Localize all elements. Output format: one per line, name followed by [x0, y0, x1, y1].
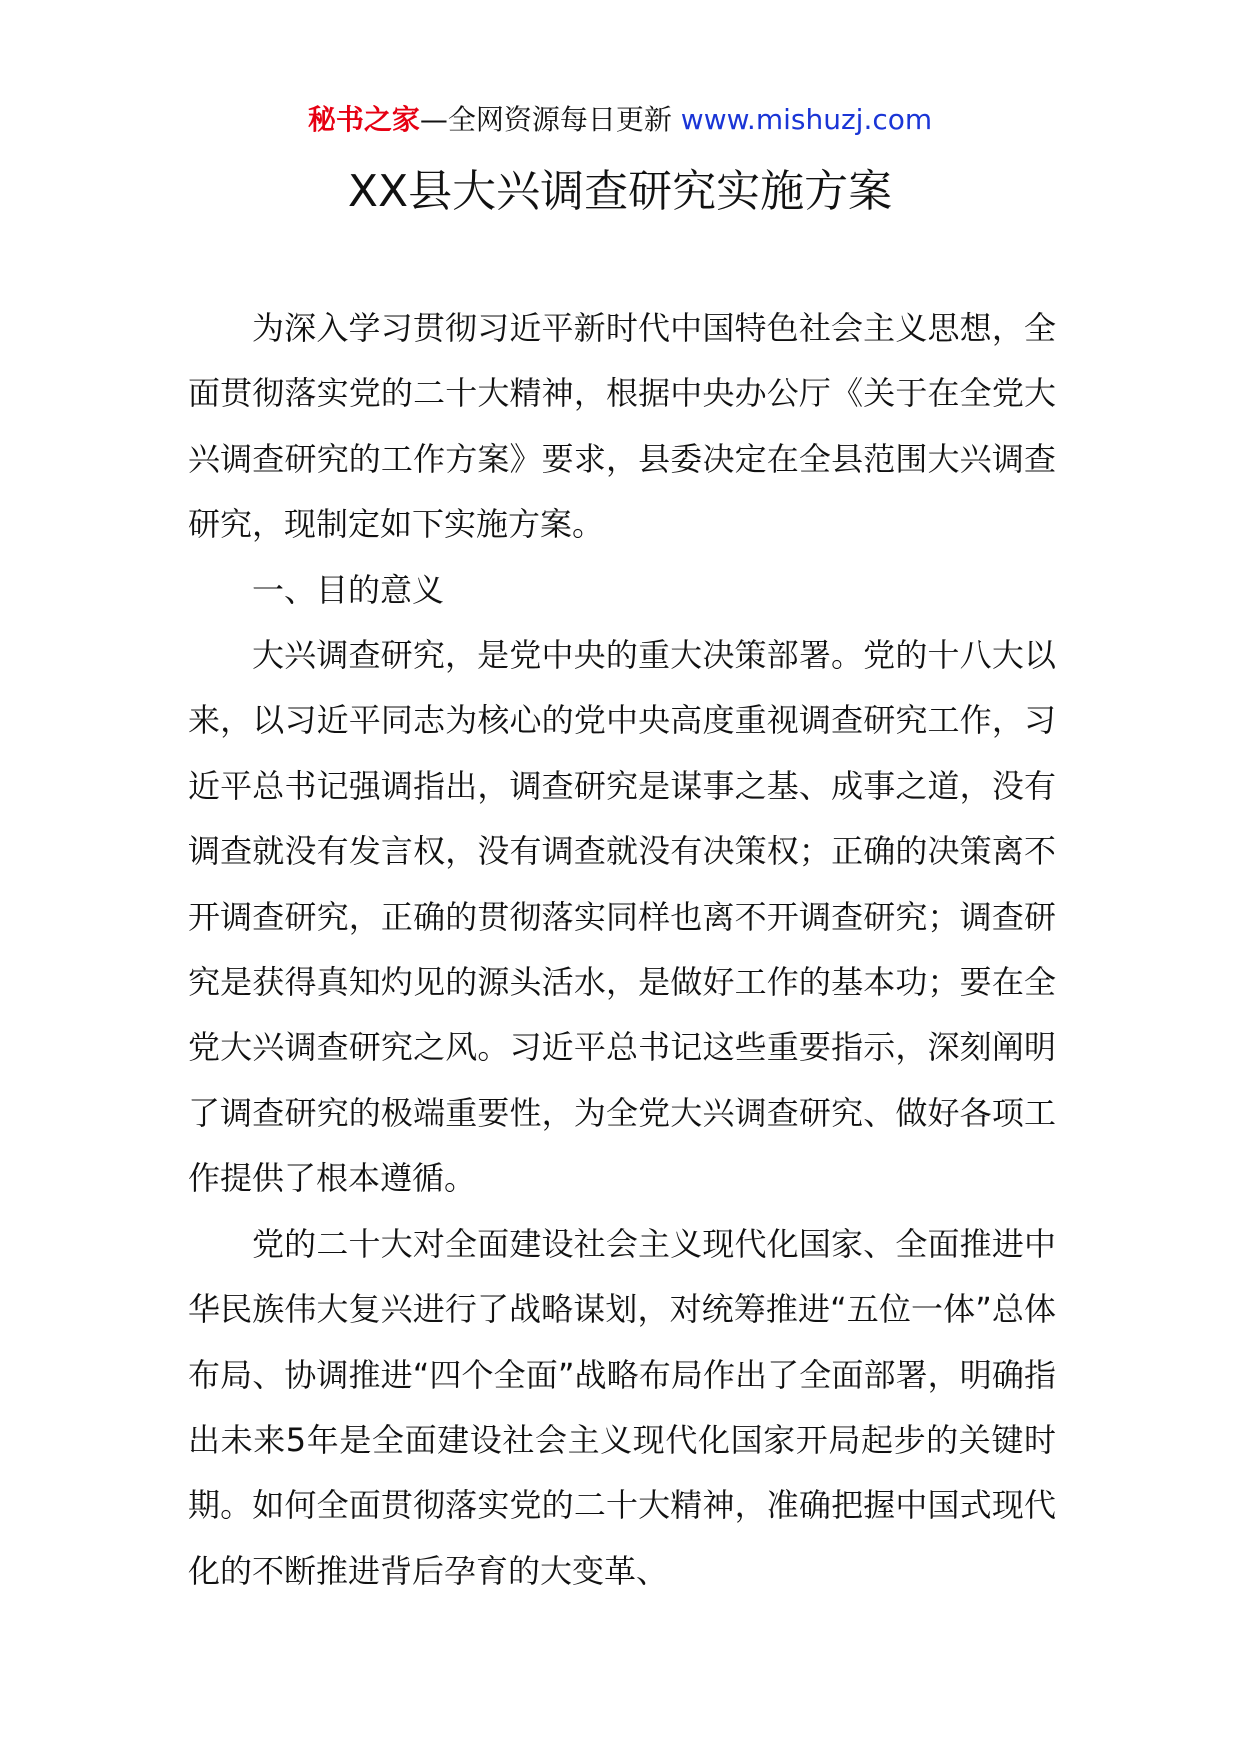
site-banner: [0, 100, 1240, 140]
body-paragraph: 大兴调查研究，是党中央的重大决策部署。党的十八大以来，以习近平同志为核心的党中央高度重视调查研究工作，习近平总书记强调指出，调查研究是谋事之基、成事之道，没有调查就没有发言权，没有调查就没有决策权；正确的决策离不开调查研究，正确的贯彻落实同样也离不开调查研究；调查研究是获得真知灼见的源头活水，是做好工作的基本功；要在全党大兴调查研究之风。习近平总书记这些重要指示，深刻阐明了调查研究的极端重要性，为全党大兴调查研究、做好各项工作提供了根本遵循。: [188, 636, 1056, 1198]
section-heading-purpose: 一、目的意义: [252, 570, 445, 609]
banner-slogan: —全网资源每日更新: [419, 103, 672, 136]
brand-name: 秘书之家: [307, 103, 420, 136]
site-url-link[interactable]: www.mishuzj.com: [680, 103, 933, 136]
document-title: XX县大兴调查研究实施方案: [347, 166, 893, 217]
body-paragraph: 党的二十大对全面建设社会主义现代化国家、全面推进中华民族伟大复兴进行了战略谋划，对统筹推进“五位一体”总体布局、协调推进“四个全面”战略布局作出了全面部署，明确指出未来5年是全面建设社会主义现代化国家开局起步的关键时期。如何全面贯彻落实党的二十大精神，准确把握中国式现代化的不断推进背后孕育的大变革、: [188, 1224, 1056, 1590]
intro-paragraph: 为深入学习贯彻习近平新时代中国特色社会主义思想，全面贯彻落实党的二十大精神，根据中央办公厅《关于在全党大兴调查研究的工作方案》要求，县委决定在全县范围大兴调查研究，现制定如下实施方案。: [188, 309, 1056, 544]
document-body: [188, 296, 1056, 1604]
